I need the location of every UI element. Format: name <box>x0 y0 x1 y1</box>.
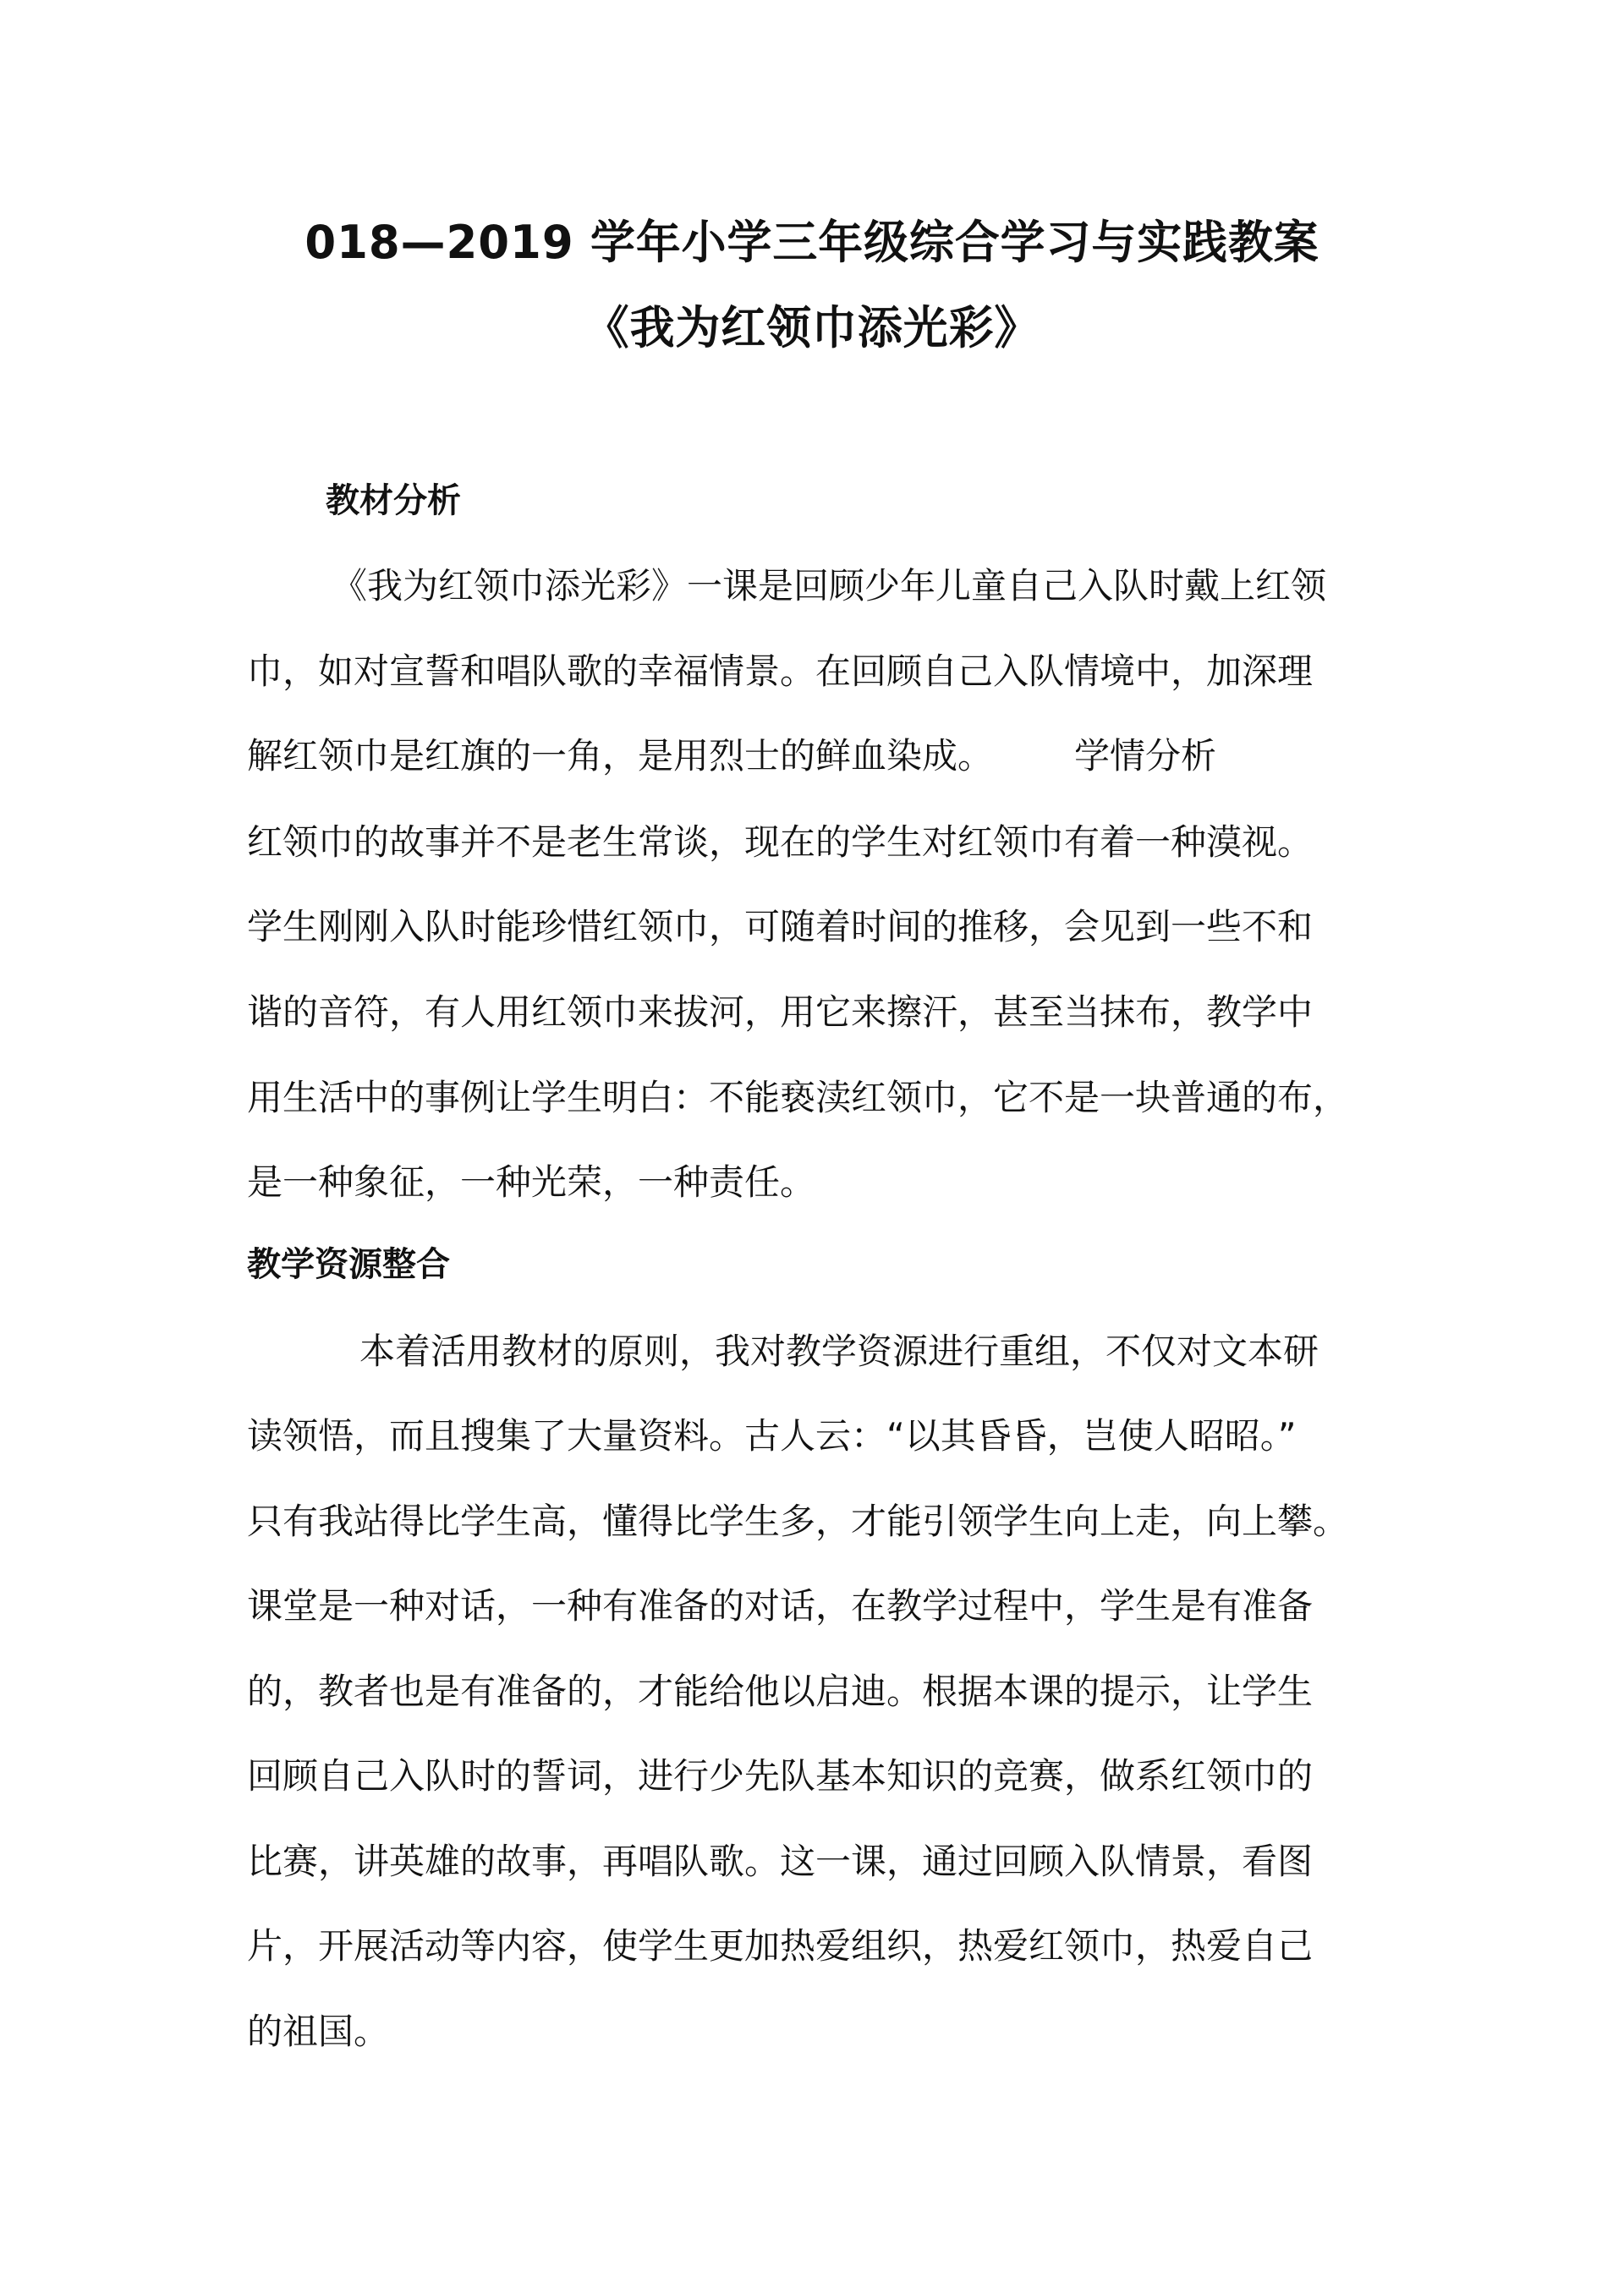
paragraph-line <box>247 733 1216 780</box>
paragraph-line: 本着活用教材的原则，我对教学资源进行重组，不仅对文本研 <box>359 1331 1320 1372</box>
paragraph-line: 《我为红领巾添光彩》一课是回顾少年儿童自己入队时戴上红领 <box>332 565 1327 606</box>
paragraph-line: 回顾自己入队时的誓词，进行少先队基本知识的竞赛，做系红领巾的 <box>247 1755 1314 1797</box>
paragraph-line: 谐的音符，有人用红领巾来拔河，用它来擦汗，甚至当抹布，教学中 <box>247 991 1314 1033</box>
paragraph-line: 片，开展活动等内容，使学生更加热爱组织，热爱红领巾，热爱自己 <box>247 1925 1314 1967</box>
paragraph-line: 课堂是一种对话，一种有准备的对话，在教学过程中，学生是有准备 <box>247 1585 1314 1627</box>
paragraph-line: 是一种象征，一种光荣，一种责任。 <box>247 1161 816 1203</box>
paragraph-line-text: 解红领巾是红旗的一角，是用烈士的鲜血染成。 <box>247 735 994 777</box>
paragraph-line: 读领悟，而且搜集了大量资料。古人云：“以其昏昏，岂使人昭昭。” <box>247 1415 1297 1457</box>
paragraph-line: 的祖国。 <box>247 2011 390 2052</box>
section-heading-student-analysis: 学情分析 <box>1074 735 1217 777</box>
paragraph-line: 红领巾的故事并不是老生常谈，现在的学生对红领巾有着一种漠视。 <box>247 821 1314 863</box>
paragraph-line: 只有我站得比学生高，懂得比学生多，才能引领学生向上走，向上攀。 <box>247 1501 1349 1542</box>
paragraph-line: 的，教者也是有准备的，才能给他以启迪。根据本课的提示，让学生 <box>247 1671 1314 1712</box>
paragraph-line: 学生刚刚入队时能珍惜红领巾，可随着时间的推移，会见到一些不和 <box>247 906 1314 947</box>
paragraph-line: 用生活中的事例让学生明白：不能亵渎红领巾，它不是一块普通的布， <box>247 1077 1349 1118</box>
paragraph-line: 巾，如对宣誓和唱队歌的幸福情景。在回顾自己入队情境中，加深理 <box>247 650 1314 692</box>
document-title-line1: 018—2019 学年小学三年级综合学习与实践教案 <box>304 216 1320 269</box>
document-title-line2: 《我为红领巾添光彩》 <box>584 301 1040 354</box>
paragraph-line: 比赛，讲英雄的故事，再唱队歌。这一课，通过回顾入队情景，看图 <box>247 1841 1314 1882</box>
section-heading-resource-integration: 教学资源整合 <box>247 1245 450 1284</box>
section-heading-textbook-analysis: 教材分析 <box>326 481 461 520</box>
